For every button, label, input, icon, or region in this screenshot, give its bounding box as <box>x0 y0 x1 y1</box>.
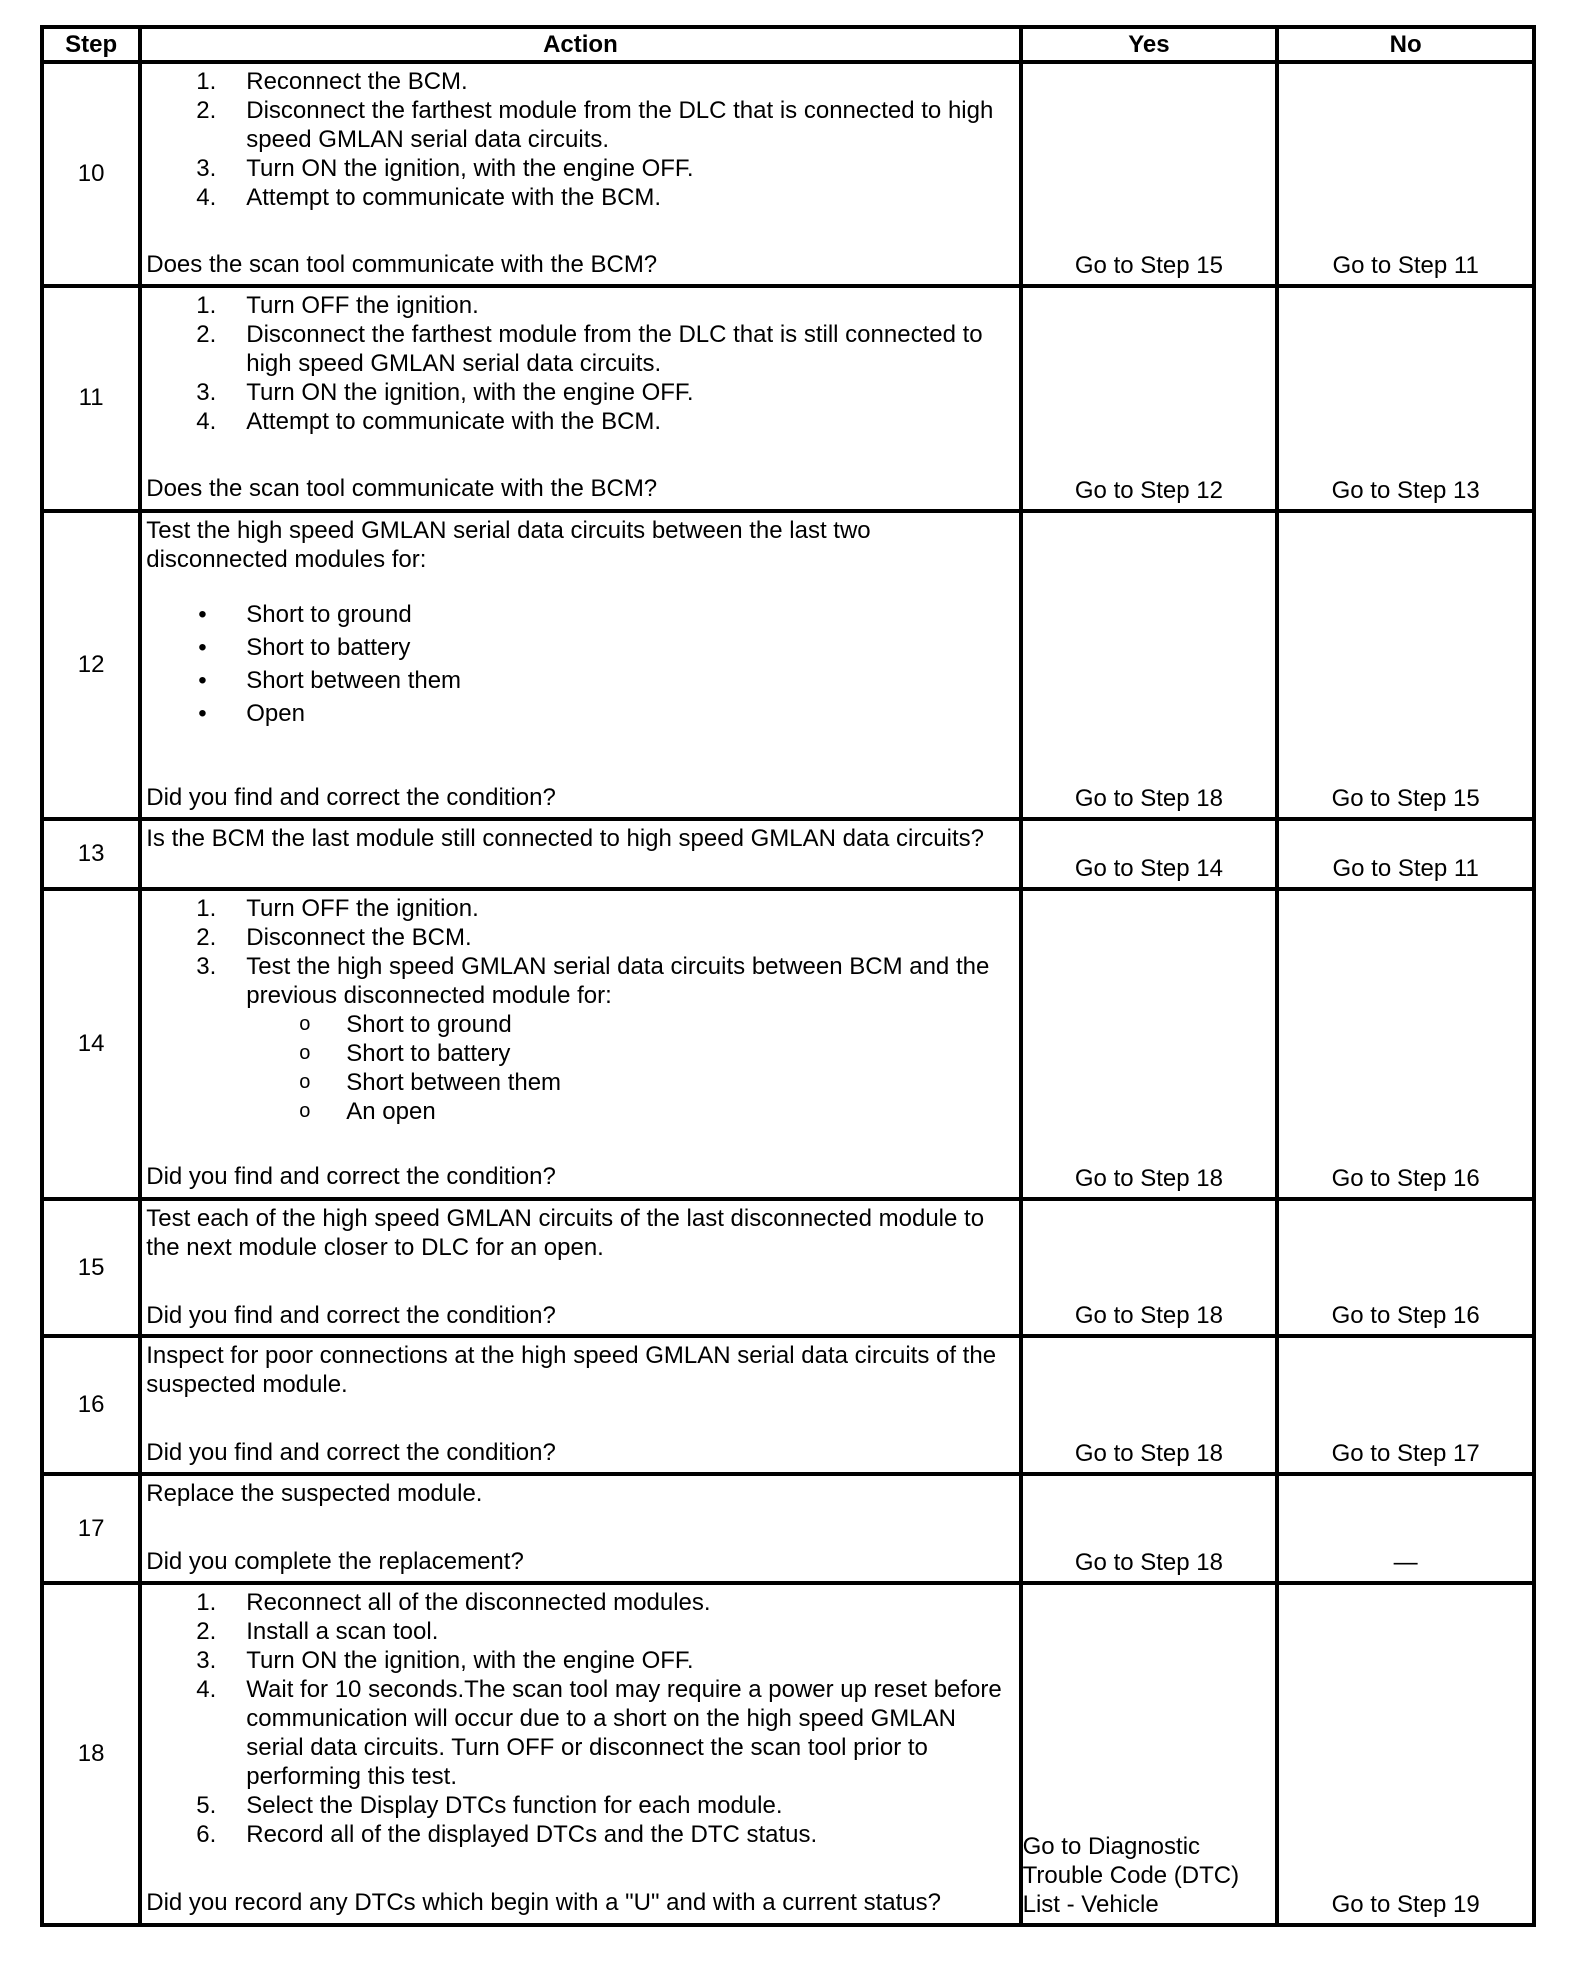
list-item <box>146 1068 1014 1097</box>
yes-cell <box>1021 511 1278 820</box>
table-row <box>42 62 1534 286</box>
header-step: Step <box>42 27 140 62</box>
list-text: Turn OFF the ignition. <box>246 894 479 922</box>
list-item <box>146 320 1014 378</box>
no-answer: Go to Step 16 <box>1331 1302 1480 1330</box>
list-item <box>146 378 1014 407</box>
yes-answer: Go to Step 14 <box>1074 854 1223 882</box>
list-number: 3. <box>196 155 217 182</box>
action-question: Does the scan tool communicate with the BCM? <box>146 475 658 503</box>
list-text: Reconnect all of the disconnected modules. <box>246 1588 711 1616</box>
list-item <box>146 631 1014 664</box>
header-no: No <box>1277 27 1534 62</box>
action-intro: Replace the suspected module. <box>146 1480 483 1508</box>
yes-answer: Go to Step 12 <box>1074 476 1223 504</box>
table-row <box>42 1474 1534 1583</box>
list-item <box>146 1010 1014 1039</box>
list-number: 1. <box>196 894 217 922</box>
list-item <box>146 598 1014 631</box>
action-question: Does the scan tool communicate with the BCM? <box>146 251 658 278</box>
no-answer: Go to Step 15 <box>1331 785 1480 813</box>
circle-bullet-icon: o <box>299 1070 311 1093</box>
list-text: An open <box>346 1097 436 1125</box>
numbered-list <box>146 67 1014 212</box>
yes-cell <box>1021 62 1278 286</box>
list-text: Disconnect the farthest module from the DLC that is still connected to high speed GMLAN serial data circuits. <box>246 321 983 378</box>
list-number: 2. <box>196 923 217 951</box>
action-cell <box>140 889 1020 1199</box>
action-intro: Inspect for poor connections at the high speed GMLAN serial data circuits of the suspected module. <box>146 1342 997 1399</box>
bullet-icon: • <box>198 600 207 628</box>
bullet-icon: • <box>198 699 207 727</box>
action-cell <box>140 819 1020 888</box>
list-text: Open <box>246 699 305 727</box>
numbered-list <box>146 894 1014 1010</box>
action-intro: Test the high speed GMLAN serial data circuits between the last two disconnected modules for: <box>146 516 871 573</box>
yes-answer: Go to Step 18 <box>1074 1548 1223 1576</box>
list-number: 3. <box>196 1646 217 1674</box>
list-number: 3. <box>196 379 217 407</box>
list-item <box>146 407 1014 436</box>
list-item <box>146 952 1014 1010</box>
list-text: Turn ON the ignition, with the engine OFF. <box>246 379 694 407</box>
list-text: Turn ON the ignition, with the engine OFF. <box>246 155 694 182</box>
action-question: Did you find and correct the condition? <box>146 1439 556 1467</box>
yes-cell <box>1021 1474 1278 1583</box>
no-cell <box>1277 62 1534 286</box>
no-cell <box>1277 889 1534 1199</box>
list-item <box>146 1791 1014 1820</box>
no-answer: Go to Step 19 <box>1331 1891 1480 1918</box>
list-text: Record all of the displayed DTCs and the DTC status. <box>246 1820 818 1848</box>
list-text: Short between them <box>246 666 462 694</box>
no-cell <box>1277 511 1534 820</box>
list-number: 4. <box>196 408 217 436</box>
step-number: 17 <box>42 1474 140 1583</box>
list-text: Test the high speed GMLAN serial data circuits between BCM and the previous disconnected module for: <box>246 952 990 1009</box>
list-item <box>146 923 1014 952</box>
list-item <box>146 1820 1014 1849</box>
list-text: Short to battery <box>346 1039 511 1067</box>
table-row <box>42 511 1534 820</box>
step-number: 12 <box>42 511 140 820</box>
numbered-list <box>146 291 1014 436</box>
no-cell <box>1277 1336 1534 1474</box>
list-text: Disconnect the BCM. <box>246 923 472 951</box>
step-number: 18 <box>42 1583 140 1925</box>
list-text: Reconnect the BCM. <box>246 68 468 95</box>
no-answer: Go to Step 17 <box>1331 1440 1480 1468</box>
list-number: 2. <box>196 321 217 349</box>
action-question: Did you find and correct the condition? <box>146 1301 556 1329</box>
list-item <box>146 1675 1014 1791</box>
no-answer: Go to Step 11 <box>1332 252 1479 280</box>
no-answer: — <box>1393 1548 1418 1576</box>
step-number: 11 <box>42 286 140 510</box>
list-item <box>146 154 1014 183</box>
action-cell <box>140 1199 1020 1337</box>
list-number: 1. <box>196 1588 217 1616</box>
list-text: Wait for 10 seconds.The scan tool may require a power up reset before communication will occur due to a short on the high speed GMLAN serial data circuits. Turn OFF or disconnect the scan tool prior to performing this test. <box>246 1675 1002 1790</box>
no-answer: Go to Step 13 <box>1331 476 1480 504</box>
list-text: Attempt to communicate with the BCM. <box>246 408 662 436</box>
action-cell <box>140 62 1020 286</box>
list-number: 4. <box>196 184 217 211</box>
list-item <box>146 1646 1014 1675</box>
action-question: Is the BCM the last module still connected to high speed GMLAN data circuits? <box>146 825 984 853</box>
list-text: Short to battery <box>246 633 411 661</box>
list-text: Attempt to communicate with the BCM. <box>246 184 662 211</box>
list-text: Short to ground <box>346 1010 512 1038</box>
yes-cell <box>1021 286 1278 510</box>
table-row <box>42 286 1534 510</box>
action-question: Did you find and correct the condition? <box>146 783 556 811</box>
list-text: Install a scan tool. <box>246 1617 439 1645</box>
no-cell <box>1277 1583 1534 1925</box>
yes-answer: Go to Diagnostic Trouble Code (DTC) List - Vehicle <box>1022 1833 1240 1918</box>
list-text: Turn OFF the ignition. <box>246 292 479 320</box>
no-answer: Go to Step 11 <box>1332 854 1479 882</box>
action-question: Did you record any DTCs which begin with a "U" and with a current status? <box>146 1888 941 1916</box>
step-number: 16 <box>42 1336 140 1474</box>
no-cell <box>1277 1474 1534 1583</box>
table-row <box>42 889 1534 1199</box>
step-number: 15 <box>42 1199 140 1337</box>
bullet-icon: • <box>198 633 207 661</box>
no-cell <box>1277 819 1534 888</box>
table-row <box>42 1336 1534 1474</box>
list-text: Short between them <box>346 1068 562 1096</box>
numbered-list <box>146 1588 1014 1849</box>
action-question: Did you find and correct the condition? <box>146 1162 556 1190</box>
list-item <box>146 1617 1014 1646</box>
action-intro: Test each of the high speed GMLAN circuits of the last disconnected module to the next module closer to DLC for an open. <box>146 1204 985 1261</box>
list-number: 2. <box>196 97 217 124</box>
step-number: 14 <box>42 889 140 1199</box>
yes-answer: Go to Step 18 <box>1074 785 1223 813</box>
circle-bullet-icon: o <box>299 1012 311 1035</box>
yes-answer: Go to Step 15 <box>1074 252 1223 280</box>
yes-cell <box>1021 1199 1278 1337</box>
list-number: 2. <box>196 1617 217 1645</box>
action-cell <box>140 1474 1020 1583</box>
list-number: 6. <box>196 1820 217 1848</box>
list-number: 1. <box>196 292 217 320</box>
table-row <box>42 1583 1534 1925</box>
no-cell <box>1277 286 1534 510</box>
list-number: 3. <box>196 952 217 980</box>
list-item <box>146 67 1014 96</box>
circle-bullet-icon: o <box>299 1041 311 1064</box>
step-number: 10 <box>42 62 140 286</box>
action-cell <box>140 286 1020 510</box>
list-item <box>146 291 1014 320</box>
list-number: 4. <box>196 1675 217 1703</box>
list-text: Turn ON the ignition, with the engine OFF. <box>246 1646 694 1674</box>
header-action: Action <box>140 27 1020 62</box>
table-row <box>42 819 1534 888</box>
table-header-row <box>42 27 1534 62</box>
yes-answer: Go to Step 18 <box>1074 1440 1223 1468</box>
action-question: Did you complete the replacement? <box>146 1548 524 1576</box>
yes-answer: Go to Step 18 <box>1074 1164 1223 1192</box>
bullet-list <box>146 598 1014 730</box>
yes-cell <box>1021 1583 1278 1925</box>
bullet-icon: • <box>198 666 207 694</box>
yes-cell <box>1021 819 1278 888</box>
diagnostic-table <box>40 25 1536 1927</box>
list-item <box>146 1588 1014 1617</box>
yes-answer: Go to Step 18 <box>1074 1302 1223 1330</box>
yes-cell <box>1021 889 1278 1199</box>
action-cell <box>140 511 1020 820</box>
list-text: Disconnect the farthest module from the DLC that is connected to high speed GMLAN serial data circuits. <box>246 97 994 153</box>
list-item <box>146 664 1014 697</box>
list-item <box>146 894 1014 923</box>
no-answer: Go to Step 16 <box>1331 1164 1480 1192</box>
list-number: 1. <box>196 68 217 95</box>
list-item <box>146 697 1014 730</box>
circle-bullet-icon: o <box>299 1099 311 1122</box>
yes-cell <box>1021 1336 1278 1474</box>
action-cell <box>140 1583 1020 1925</box>
list-number: 5. <box>196 1791 217 1819</box>
header-yes: Yes <box>1021 27 1278 62</box>
sub-list <box>146 1010 1014 1126</box>
table-row <box>42 1199 1534 1337</box>
list-text: Select the Display DTCs function for each module. <box>246 1791 783 1819</box>
action-cell <box>140 1336 1020 1474</box>
step-number: 13 <box>42 819 140 888</box>
list-item <box>146 1039 1014 1068</box>
no-cell <box>1277 1199 1534 1337</box>
list-item <box>146 96 1014 154</box>
list-item <box>146 183 1014 212</box>
list-text: Short to ground <box>246 600 412 628</box>
list-item <box>146 1097 1014 1126</box>
table-body <box>42 62 1534 1925</box>
